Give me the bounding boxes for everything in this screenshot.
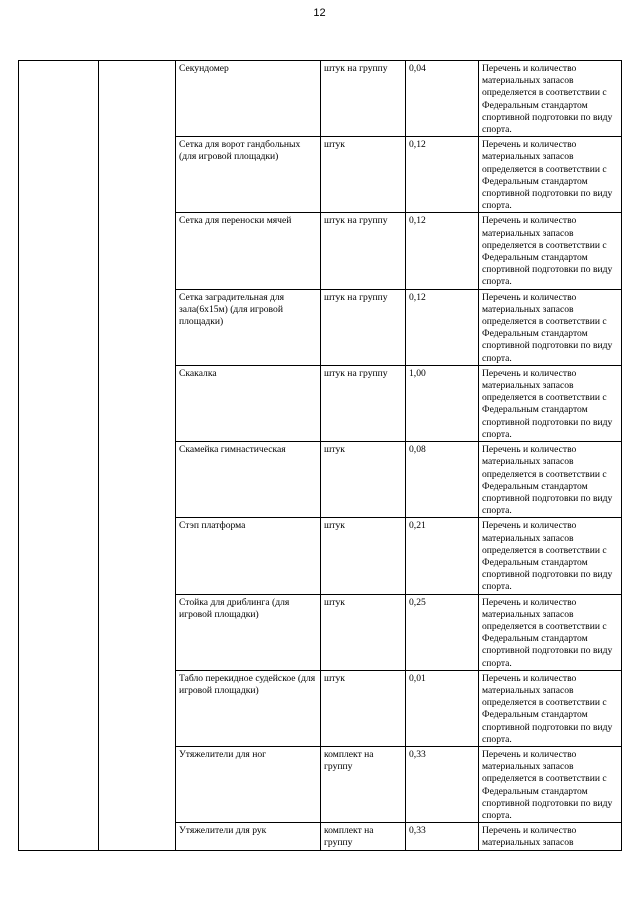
merged-cell-col2 (99, 61, 176, 851)
note-cell: Перечень и количество материальных запасов определяется в соответствии с Федеральным стандартом спортивной подготовки по виду спорта. (479, 365, 622, 441)
item-name-cell: Стэп платформа (176, 518, 321, 594)
item-name-cell: Стойка для дриблинга (для игровой площадки) (176, 594, 321, 670)
quantity-cell: 0,33 (406, 746, 479, 822)
unit-cell: штук на группу (321, 61, 406, 137)
quantity-cell: 0,04 (406, 61, 479, 137)
equipment-table (18, 60, 622, 851)
note-cell: Перечень и количество материальных запасов определяется в соответствии с Федеральным стандартом спортивной подготовки по виду спорта. (479, 213, 622, 289)
unit-cell: комплект на группу (321, 746, 406, 822)
note-cell: Перечень и количество материальных запасов определяется в соответствии с Федеральным стандартом спортивной подготовки по виду спорта. (479, 518, 622, 594)
quantity-cell: 0,25 (406, 594, 479, 670)
unit-cell: штук (321, 594, 406, 670)
quantity-cell: 0,12 (406, 137, 479, 213)
table-row (19, 61, 622, 137)
item-name-cell: Сетка для переноски мячей (176, 213, 321, 289)
item-name-cell: Сетка заградительная для зала(6х15м) (для игровой площадки) (176, 289, 321, 365)
equipment-table-body (19, 61, 622, 851)
item-name-cell: Секундомер (176, 61, 321, 137)
note-cell: Перечень и количество материальных запасов определяется в соответствии с Федеральным стандартом спортивной подготовки по виду спорта. (479, 594, 622, 670)
quantity-cell: 0,21 (406, 518, 479, 594)
quantity-cell: 0,12 (406, 289, 479, 365)
unit-cell: штук (321, 670, 406, 746)
quantity-cell: 0,01 (406, 670, 479, 746)
unit-cell: штук на группу (321, 289, 406, 365)
quantity-cell: 0,33 (406, 823, 479, 850)
item-name-cell: Скакалка (176, 365, 321, 441)
note-cell: Перечень и количество материальных запасов определяется в соответствии с Федеральным стандартом спортивной подготовки по виду спорта. (479, 442, 622, 518)
quantity-cell: 0,12 (406, 213, 479, 289)
note-cell: Перечень и количество материальных запасов определяется в соответствии с Федеральным стандартом спортивной подготовки по виду спорта. (479, 289, 622, 365)
quantity-cell: 0,08 (406, 442, 479, 518)
item-name-cell: Скамейка гимнастическая (176, 442, 321, 518)
item-name-cell: Сетка для ворот гандбольных (для игровой площадки) (176, 137, 321, 213)
unit-cell: штук (321, 442, 406, 518)
note-cell: Перечень и количество материальных запасов определяется в соответствии с Федеральным стандартом спортивной подготовки по виду спорта. (479, 670, 622, 746)
unit-cell: комплект на группу (321, 823, 406, 850)
unit-cell: штук (321, 137, 406, 213)
note-cell: Перечень и количество материальных запасов определяется в соответствии с Федеральным стандартом спортивной подготовки по виду спорта. (479, 61, 622, 137)
item-name-cell: Табло перекидное судейское (для игровой площадки) (176, 670, 321, 746)
unit-cell: штук на группу (321, 213, 406, 289)
unit-cell: штук на группу (321, 365, 406, 441)
item-name-cell: Утяжелители для ног (176, 746, 321, 822)
quantity-cell: 1,00 (406, 365, 479, 441)
note-cell: Перечень и количество материальных запасов (479, 823, 622, 850)
note-cell: Перечень и количество материальных запасов определяется в соответствии с Федеральным стандартом спортивной подготовки по виду спорта. (479, 137, 622, 213)
page-number: 12 (313, 7, 326, 19)
merged-cell-col1 (19, 61, 99, 851)
note-cell: Перечень и количество материальных запасов определяется в соответствии с Федеральным стандартом спортивной подготовки по виду спорта. (479, 746, 622, 822)
item-name-cell: Утяжелители для рук (176, 823, 321, 850)
unit-cell: штук (321, 518, 406, 594)
